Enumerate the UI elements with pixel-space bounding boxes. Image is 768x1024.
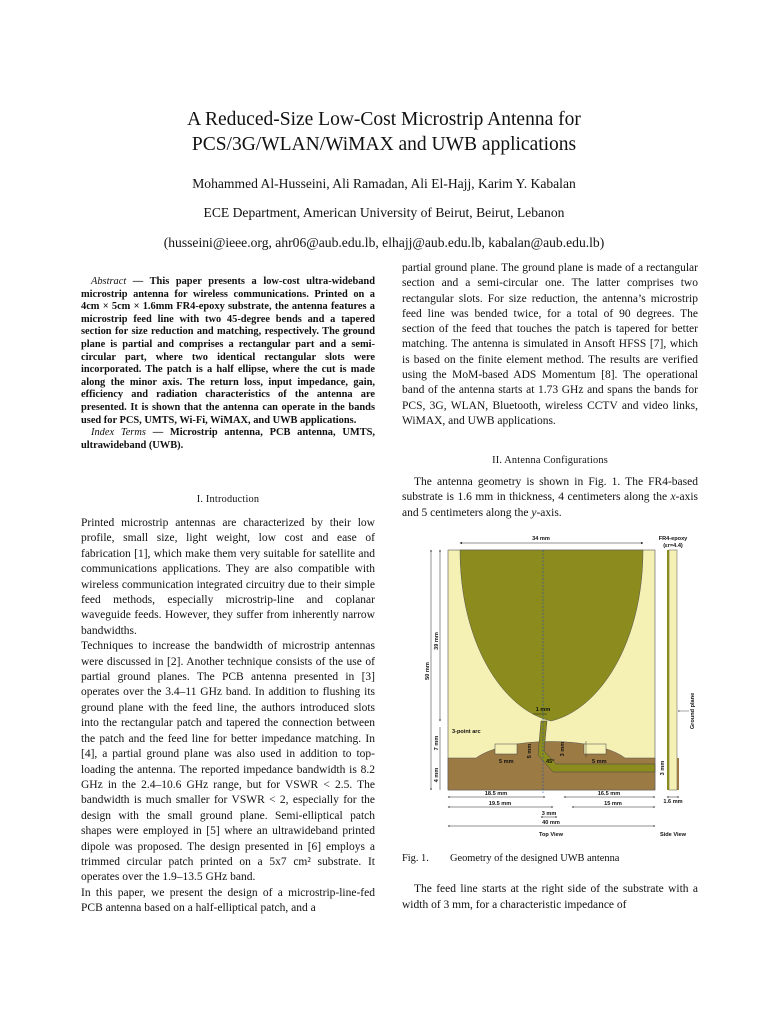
authors: Mohammed Al-Husseini, Ali Ramadan, Ali El-Hajj, Karim Y. Kabalan [192,176,576,191]
label-40mm: 40 mm [542,820,560,826]
label-3-point-arc: 3-point arc [452,729,481,735]
label-ground-plane: Ground plane [690,692,696,730]
label-3mm-feed-width: 3 mm [660,760,666,776]
text-run: -axis. [536,506,562,519]
index-terms-label: Index Terms [91,427,146,439]
label-50mm: 50 mm [425,662,431,680]
label-side-view: Side View [659,832,687,838]
intro-paragraph-2: Techniques to increase the bandwidth of microstrip antennas were discussed in [2]. Another technique consists of the use of partial ground planes. The PCB antenna presented in [3] operates over the 3.4–11 GHz band. In addition to flushing its ground plane with the feed line, the authors introduced slots into the rectangular patch and tapered the connection between the patch and the feed line for better impedance matching. In [4], a partial ground plane was also used in addition to top-loading the antenna. The reported impedance bandwidth is 8.2 GHz in the 2.4–10.6 GHz range, but for VSWR < 2.5. The bandwidth is much smaller for VSWR < 2, especially for the design with the small ground plane. Semi-elliptical patch shapes were employed in [5] where an ultrawideband printed dipole was proposed. The design presented in [6] employs a trimmed circular patch printed on a 5x7 cm² substrate. It operates over the 1.9–13.5 GHz band. [81,640,375,884]
label-1mm: 1 mm [535,707,551,713]
affiliation: ECE Department, American University of Beirut, Beirut, Lebanon [203,205,565,220]
section-heading-introduction: I. Introduction [196,494,260,505]
index-terms-dash: — [145,427,170,439]
side-view-patch-layer [667,550,669,790]
label-1-6mm: 1.6 mm [663,799,683,805]
figure-caption [402,853,619,864]
ground-slot-right [584,744,606,754]
label-5mm-left-slot: 5 mm [499,759,514,765]
antenna-config-body [402,475,698,521]
continuation-paragraph: partial ground plane. The ground plane is made of a rectangular section and a semi-circular one. The latter comprises two rectangular slots. For size reduction, the antenna’s microstrip feed line was bended twice, for a total of 90 degrees. The section of the feed that touches the patch is tapered for better matching. The antenna is simulated in Ansoft HFSS [7], which is based on the finite element method. The results are verified using the MoM-based ADS Momentum [8]. The operational band of the antenna starts at 1.73 GHz and spans the bands for PCS, 3G, WLAN, Bluetooth, wireless CCTV and video links, WiMAX, and UWB applications. [402,262,698,427]
label-18-5mm: 18.5 mm [484,791,508,797]
intro-paragraph-3: In this paper, we present the design of a microstrip-line-fed PCB antenna based on a half-elliptical patch, and a [81,886,375,915]
label-3mm-vertical: 3 mm [560,741,566,757]
x-axis-symbol: x [670,491,676,504]
index-terms [81,427,375,452]
label-34mm: 34 mm [532,536,550,542]
y-axis-symbol: y [531,506,537,519]
label-7mm: 7 mm [434,735,440,751]
label-4mm: 4 mm [434,767,440,783]
label-45-degree: 45° [546,759,555,765]
antenna-config-paragraph [402,475,698,521]
side-view-substrate [669,550,677,790]
label-15mm: 15 mm [604,801,622,807]
feed-line-paragraph: The feed line starts at the right side of the substrate with a width of 3 mm, for a characteristic impedance of [402,883,698,911]
label-fr4-epoxy: FR4-epoxy [658,536,688,542]
section-heading-antenna-configurations: II. Antenna Configurations [492,455,608,466]
right-column-continuation [402,261,698,429]
label-5mm-right-slot: 5 mm [592,759,607,765]
author-emails: (husseini@ieee.org, ahr06@aub.edu.lb, elhajj@aub.edu.lb, kabalan@aub.edu.lb) [163,235,605,250]
text-run: The antenna geometry is shown in Fig. 1. The FR4-based substrate is 1.6 mm in thickness, 4 centimeters along the [402,476,698,504]
label-19-5mm: 19.5 mm [488,801,512,807]
abstract-text: This paper presents a low-cost ultra-wideband microstrip antenna for wireless communications. Printed on a 4cm × 5cm × 1.6mm FR4-epoxy substrate, the antenna features a microstrip feed line with two 45-degree bends and a tapered section for size reduction and matching, respectively. The ground plane is partial and comprises a rectangular part and a semi-circular part, where two identical rectangular slots were incorporated. The patch is a half ellipse, where the cut is made along the minor axis. The return loss, input impedance, gain, efficiency and radiation characteristics of the antenna are presented. It is shown that the antenna can operate in the bands used for PCS, UMTS, Wi-Fi, WiMAX, and UWB applications. [81,276,375,426]
title-line-2: PCS/3G/WLAN/WiMAX and UWB applications [191,134,577,155]
label-16-5mm: 16.5 mm [597,791,621,797]
abstract [81,276,375,452]
label-top-view: Top View [538,832,564,838]
label-5mm-vertical: 5 mm [527,743,533,759]
abstract-dash: — [126,276,150,287]
label-permittivity: (εr=4.4) [663,543,683,549]
antenna-geometry-figure [416,531,700,841]
feed-line-paragraph-block [402,881,698,913]
abstract-label: Abstract [91,276,127,287]
figure-caption-text: Geometry of the designed UWB antenna [450,853,620,864]
intro-paragraph-1: Printed microstrip antennas are characterized by their low profile, small size, light weight, low cost and ease of fabrication [1], which make them very suitable for satellite and communications applications. They are also compatible with wireless communication integrated circuitry due to their simple feed methods, especially microstrip-line and coplanar waveguide feeds. However, they suffer from inherently narrow bandwidths. [81,517,375,637]
text-run: -axis and 5 centimeters along the [402,491,698,519]
label-39mm: 39 mm [434,632,440,650]
title-line-1: A Reduced-Size Low-Cost Microstrip Antenna for [187,109,581,130]
introduction-body [81,516,375,917]
abstract-paragraph [81,276,375,427]
ground-slot-left [495,744,517,754]
paper-title [0,107,768,157]
index-terms-text: Microstrip antenna, PCB antenna, UMTS, ultrawideband (UWB). [81,427,375,451]
figure-number: Fig. 1. [402,853,429,864]
label-3mm-feed: 3 mm [541,811,557,817]
side-view-ground-layer [677,758,679,790]
